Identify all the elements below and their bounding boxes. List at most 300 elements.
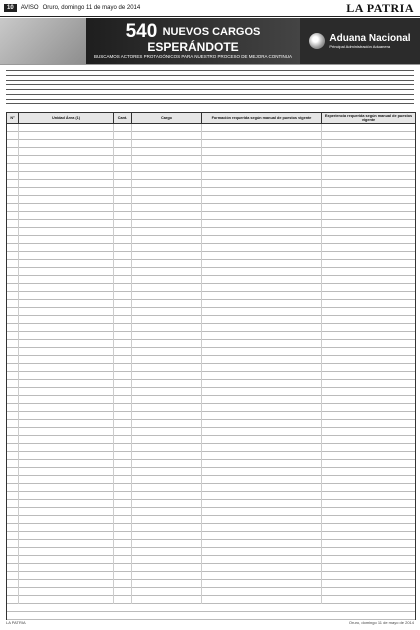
table-cell (19, 348, 114, 356)
table-cell (322, 244, 415, 252)
table-cell (132, 396, 202, 404)
table-row (7, 308, 415, 316)
table-cell (19, 284, 114, 292)
table-cell (114, 260, 132, 268)
table-cell (322, 476, 415, 484)
table-row (7, 300, 415, 308)
table-row (7, 484, 415, 492)
table-cell (132, 260, 202, 268)
table-cell (19, 236, 114, 244)
table-cell (114, 324, 132, 332)
table-cell (114, 580, 132, 588)
table-cell (114, 596, 132, 604)
table-cell (132, 196, 202, 204)
table-cell (202, 172, 322, 180)
table-row (7, 276, 415, 284)
table-cell (202, 292, 322, 300)
table-row (7, 580, 415, 588)
table-cell (114, 364, 132, 372)
table-cell (132, 380, 202, 388)
table-cell (114, 556, 132, 564)
newspaper-brand: LA PATRIA (346, 0, 414, 15)
table-cell (19, 404, 114, 412)
table-cell (132, 572, 202, 580)
table-cell (19, 180, 114, 188)
table-cell (132, 156, 202, 164)
table-cell (202, 244, 322, 252)
table-cell (7, 292, 19, 300)
table-cell (7, 148, 19, 156)
table-cell (322, 268, 415, 276)
table-cell (322, 564, 415, 572)
table-row (7, 540, 415, 548)
table-cell (322, 556, 415, 564)
table-cell (19, 196, 114, 204)
table-cell (132, 268, 202, 276)
table-cell (114, 348, 132, 356)
table-cell (19, 492, 114, 500)
header-position: Cargo (132, 113, 202, 123)
table-cell (132, 372, 202, 380)
table-cell (132, 524, 202, 532)
table-cell (19, 444, 114, 452)
table-cell (7, 228, 19, 236)
table-cell (114, 148, 132, 156)
table-cell (19, 340, 114, 348)
table-cell (114, 484, 132, 492)
table-cell (114, 476, 132, 484)
table-cell (19, 124, 114, 132)
table-cell (322, 500, 415, 508)
table-cell (19, 308, 114, 316)
table-cell (7, 132, 19, 140)
table-cell (114, 340, 132, 348)
table-cell (7, 524, 19, 532)
table-cell (7, 316, 19, 324)
table-cell (322, 188, 415, 196)
table-cell (202, 540, 322, 548)
table-cell (322, 596, 415, 604)
table-cell (19, 548, 114, 556)
table-cell (132, 452, 202, 460)
table-cell (132, 436, 202, 444)
table-cell (114, 548, 132, 556)
table-cell (132, 596, 202, 604)
table-row (7, 556, 415, 564)
table-cell (114, 372, 132, 380)
footer-left: LA PATRIA (6, 620, 26, 625)
table-cell (202, 204, 322, 212)
table-cell (7, 516, 19, 524)
table-cell (114, 316, 132, 324)
table-cell (7, 380, 19, 388)
table-cell (202, 252, 322, 260)
table-cell (322, 212, 415, 220)
table-row (7, 588, 415, 596)
table-cell (114, 524, 132, 532)
table-cell (114, 428, 132, 436)
table-row (7, 492, 415, 500)
table-cell (19, 460, 114, 468)
table-cell (19, 188, 114, 196)
table-cell (202, 348, 322, 356)
table-cell (7, 196, 19, 204)
table-cell (132, 212, 202, 220)
table-cell (19, 412, 114, 420)
table-cell (7, 588, 19, 596)
table-cell (114, 236, 132, 244)
table-cell (202, 412, 322, 420)
table-cell (132, 292, 202, 300)
table-cell (202, 180, 322, 188)
table-cell (7, 252, 19, 260)
intro-text (6, 68, 414, 108)
table-cell (202, 364, 322, 372)
table-cell (322, 444, 415, 452)
banner-subtitle: BUSCAMOS ACTORES PROTAGÓNICOS PARA NUESTRO PROCESO DE MEJORA CONTINUA (93, 53, 293, 59)
table-cell (202, 476, 322, 484)
table-cell (19, 172, 114, 180)
table-cell (322, 404, 415, 412)
table-cell (322, 156, 415, 164)
table-cell (7, 180, 19, 188)
table-cell (7, 508, 19, 516)
table-cell (114, 268, 132, 276)
table-cell (7, 596, 19, 604)
header-unit: Unidad Área (1) (19, 113, 114, 123)
table-cell (19, 364, 114, 372)
table-cell (132, 332, 202, 340)
table-cell (322, 276, 415, 284)
table-cell (132, 476, 202, 484)
table-cell (19, 244, 114, 252)
table-cell (132, 220, 202, 228)
table-row (7, 196, 415, 204)
table-cell (132, 460, 202, 468)
aduana-logo-icon (309, 33, 325, 49)
table-cell (132, 244, 202, 252)
table-cell (132, 564, 202, 572)
table-cell (322, 252, 415, 260)
table-row (7, 332, 415, 340)
table-cell (19, 588, 114, 596)
table-row (7, 412, 415, 420)
table-cell (7, 284, 19, 292)
table-cell (202, 356, 322, 364)
table-cell (322, 260, 415, 268)
table-cell (19, 508, 114, 516)
banner-title: ESPERÁNDOTE (147, 39, 239, 54)
table-cell (202, 452, 322, 460)
table-row (7, 564, 415, 572)
table-cell (19, 556, 114, 564)
table-cell (19, 372, 114, 380)
table-cell (114, 308, 132, 316)
table-row (7, 508, 415, 516)
table-header (7, 113, 415, 124)
table-cell (114, 188, 132, 196)
table-cell (202, 460, 322, 468)
table-cell (202, 236, 322, 244)
table-cell (202, 284, 322, 292)
table-cell (19, 268, 114, 276)
table-cell (19, 228, 114, 236)
table-row (7, 268, 415, 276)
table-cell (202, 132, 322, 140)
table-cell (114, 532, 132, 540)
table-cell (114, 516, 132, 524)
table-cell (322, 380, 415, 388)
table-cell (202, 196, 322, 204)
table-row (7, 292, 415, 300)
table-cell (202, 140, 322, 148)
table-cell (322, 516, 415, 524)
table-row (7, 340, 415, 348)
table-cell (19, 524, 114, 532)
table-cell (114, 172, 132, 180)
table-cell (202, 340, 322, 348)
table-cell (7, 572, 19, 580)
table-cell (132, 420, 202, 428)
table-row (7, 324, 415, 332)
table-cell (322, 588, 415, 596)
table-cell (7, 396, 19, 404)
table-cell (202, 516, 322, 524)
table-cell (322, 532, 415, 540)
table-cell (132, 580, 202, 588)
table-cell (322, 300, 415, 308)
header-experience: Experiencia requerida según manual de puestos vigente (324, 114, 413, 122)
table-cell (132, 276, 202, 284)
table-cell (132, 340, 202, 348)
table-cell (7, 124, 19, 132)
banner-org-title: Aduana Nacional (329, 33, 411, 44)
table-cell (7, 484, 19, 492)
table-cell (7, 236, 19, 244)
table-cell (322, 308, 415, 316)
table-cell (7, 204, 19, 212)
table-cell (114, 396, 132, 404)
table-cell (7, 364, 19, 372)
table-cell (132, 356, 202, 364)
table-cell (114, 300, 132, 308)
table-cell (114, 284, 132, 292)
table-cell (132, 228, 202, 236)
table-cell (202, 596, 322, 604)
table-cell (202, 268, 322, 276)
table-cell (322, 580, 415, 588)
table-cell (7, 372, 19, 380)
table-row (7, 260, 415, 268)
table-cell (132, 324, 202, 332)
table-cell (202, 548, 322, 556)
table-cell (202, 388, 322, 396)
table-cell (202, 276, 322, 284)
table-cell (7, 324, 19, 332)
banner-big-suffix: NUEVOS CARGOS (162, 25, 261, 38)
table-cell (322, 180, 415, 188)
table-cell (322, 452, 415, 460)
table-cell (19, 516, 114, 524)
table-cell (322, 132, 415, 140)
table-cell (322, 420, 415, 428)
table-cell (7, 212, 19, 220)
table-cell (114, 500, 132, 508)
table-cell (7, 412, 19, 420)
table-cell (114, 444, 132, 452)
table-cell (322, 316, 415, 324)
banner-headline (125, 20, 261, 42)
table-cell (7, 564, 19, 572)
table-cell (19, 220, 114, 228)
table-cell (7, 476, 19, 484)
table-cell (322, 396, 415, 404)
table-cell (19, 260, 114, 268)
table-cell (19, 452, 114, 460)
table-cell (7, 188, 19, 196)
banner-big-number: 540 (125, 20, 158, 42)
date-line: Oruro, domingo 11 de mayo de 2014 (42, 5, 141, 11)
table-cell (322, 124, 415, 132)
table-cell (322, 388, 415, 396)
table-cell (202, 404, 322, 412)
table-cell (132, 444, 202, 452)
table-cell (202, 316, 322, 324)
table-cell (19, 276, 114, 284)
table-cell (202, 588, 322, 596)
table-cell (19, 164, 114, 172)
table-cell (202, 580, 322, 588)
table-cell (7, 420, 19, 428)
banner-org-name (329, 33, 410, 49)
table-row (7, 164, 415, 172)
table-cell (132, 492, 202, 500)
table-cell (7, 428, 19, 436)
table-cell (114, 252, 132, 260)
table-cell (322, 148, 415, 156)
table-cell (132, 388, 202, 396)
table-cell (19, 204, 114, 212)
intro-line (6, 101, 414, 106)
table-cell (322, 236, 415, 244)
table-cell (19, 388, 114, 396)
table-row (7, 380, 415, 388)
table-cell (7, 404, 19, 412)
table-cell (114, 404, 132, 412)
table-cell (202, 332, 322, 340)
table-cell (114, 140, 132, 148)
banner-org-tagline: Principal Administración Aduanera (329, 44, 391, 49)
table-cell (19, 468, 114, 476)
table-cell (7, 156, 19, 164)
table-cell (132, 508, 202, 516)
table-row (7, 420, 415, 428)
table-cell (7, 500, 19, 508)
table-cell (132, 124, 202, 132)
table-cell (7, 276, 19, 284)
table-cell (19, 596, 114, 604)
table-cell (7, 468, 19, 476)
table-cell (132, 412, 202, 420)
table-cell (322, 356, 415, 364)
table-cell (322, 364, 415, 372)
table-cell (132, 540, 202, 548)
table-cell (7, 260, 19, 268)
table-cell (322, 140, 415, 148)
table-cell (19, 580, 114, 588)
table-cell (114, 156, 132, 164)
table-cell (19, 572, 114, 580)
table-cell (322, 284, 415, 292)
table-cell (7, 492, 19, 500)
table-cell (114, 132, 132, 140)
table-cell (202, 212, 322, 220)
table-cell (322, 348, 415, 356)
header-education: Formación requerida según manual de puestos vigente (202, 113, 322, 123)
table-cell (132, 172, 202, 180)
masthead-left (0, 4, 140, 12)
table-row (7, 172, 415, 180)
table-cell (7, 300, 19, 308)
table-row (7, 220, 415, 228)
table-cell (19, 316, 114, 324)
table-cell (132, 204, 202, 212)
table-cell (132, 500, 202, 508)
table-cell (7, 164, 19, 172)
table-cell (19, 292, 114, 300)
table-cell (114, 204, 132, 212)
table-cell (202, 228, 322, 236)
table-cell (202, 148, 322, 156)
table-cell (132, 188, 202, 196)
table-cell (7, 452, 19, 460)
table-cell (202, 220, 322, 228)
table-cell (202, 308, 322, 316)
table-row (7, 124, 415, 132)
table-cell (114, 452, 132, 460)
table-cell (202, 436, 322, 444)
table-cell (202, 564, 322, 572)
table-cell (132, 132, 202, 140)
table-cell (132, 140, 202, 148)
table-cell (322, 340, 415, 348)
table-cell (114, 508, 132, 516)
table-row (7, 404, 415, 412)
table-cell (202, 468, 322, 476)
table-cell (322, 540, 415, 548)
table-cell (114, 492, 132, 500)
table-cell (132, 364, 202, 372)
table-cell (114, 196, 132, 204)
table-cell (322, 484, 415, 492)
table-cell (202, 508, 322, 516)
table-cell (7, 348, 19, 356)
table-row (7, 548, 415, 556)
table-row (7, 524, 415, 532)
table-row (7, 396, 415, 404)
table-cell (132, 532, 202, 540)
table-cell (322, 572, 415, 580)
table-cell (322, 172, 415, 180)
table-cell (202, 396, 322, 404)
table-cell (132, 484, 202, 492)
header-quantity: Cant. (114, 113, 132, 123)
table-cell (202, 428, 322, 436)
table-cell (202, 372, 322, 380)
table-cell (322, 204, 415, 212)
table-cell (7, 540, 19, 548)
table-cell (114, 564, 132, 572)
